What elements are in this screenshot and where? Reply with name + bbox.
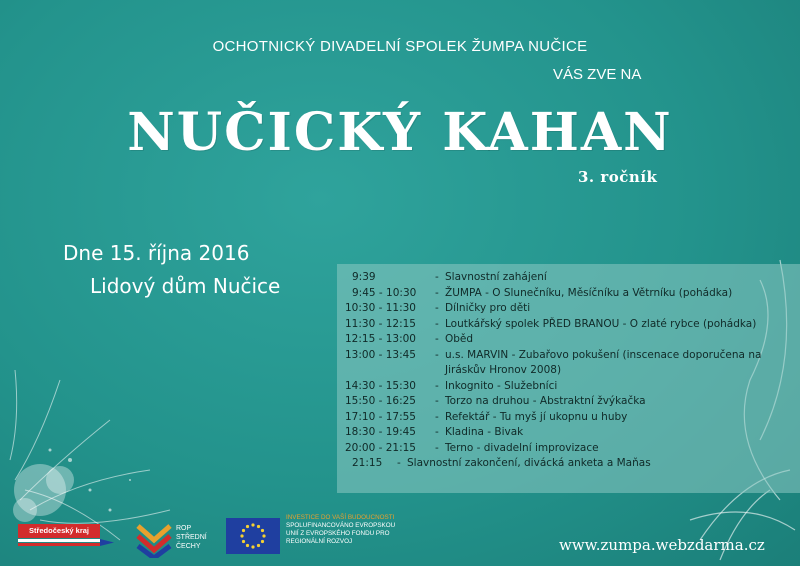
- eu-flag: [226, 518, 280, 554]
- organizer-name: OCHOTNICKÝ DIVADELNÍ SPOLEK ŽUMPA NUČICE: [212, 38, 588, 55]
- program-desc: Torzo na druhou - Abstraktní žvýkačka: [445, 395, 646, 407]
- program-separator: -: [435, 348, 439, 361]
- program-row: [337, 332, 800, 348]
- program-separator: -: [435, 302, 439, 314]
- rop-line1: ROP: [176, 525, 192, 532]
- rop-line3: ČECHY: [176, 543, 201, 550]
- program-desc: u.s. MARVIN - Zubařovo pokušení (inscenace doporučena na Jiráskův Hronov 2008): [445, 348, 762, 376]
- program-separator: -: [397, 457, 401, 469]
- program-separator: -: [435, 426, 439, 438]
- footer-logos: [0, 510, 800, 566]
- program-row: [337, 410, 800, 426]
- program-desc: Slavnostní zakončení, divácká anketa a Maňas: [407, 457, 651, 469]
- program-schedule: [337, 264, 800, 493]
- flag-stripes-icon: [18, 539, 114, 549]
- program-time: 21:15: [352, 457, 383, 469]
- festival-title: NUČICKÝ KAHAN: [127, 102, 673, 163]
- program-row: [337, 270, 800, 286]
- program-row: [337, 301, 800, 317]
- program-desc: Loutkářský spolek PŘED BRANOU - O zlaté rybce (pohádka): [445, 317, 757, 330]
- program-time: 9:45 - 10:30: [352, 286, 417, 299]
- eu-line3: REGIONÁLNÍ ROZVOJ: [286, 538, 353, 545]
- website-link[interactable]: www.zumpa.webzdarma.cz: [559, 536, 765, 554]
- program-separator: -: [435, 271, 439, 283]
- program-row: [337, 317, 800, 333]
- program-desc: Terno - divadelní improvizace: [445, 441, 599, 454]
- program-desc: Oběd: [445, 333, 474, 345]
- program-time: 20:00 - 21:15: [345, 441, 416, 454]
- program-time: 17:10 - 17:55: [345, 410, 416, 423]
- program-row: [337, 441, 800, 457]
- program-row: [337, 394, 800, 410]
- program-row: [337, 286, 800, 302]
- program-row: [337, 379, 800, 395]
- rop-line2: STŘEDNÍ: [176, 534, 207, 541]
- program-separator: -: [435, 395, 439, 407]
- stredocesky-kraj-label: Středočeský kraj: [18, 524, 100, 538]
- eu-stars-icon: [226, 518, 280, 554]
- invite-text: VÁS ZVE NA: [553, 66, 642, 83]
- program-desc: Dílničky pro děti: [445, 302, 531, 314]
- event-venue: Lidový dům Nučice: [90, 274, 281, 298]
- program-time: 15:50 - 16:25: [345, 395, 416, 407]
- program-row: [337, 348, 800, 379]
- edition-label: 3. ročník: [578, 168, 658, 186]
- program-time: 12:15 - 13:00: [345, 333, 416, 345]
- program-time: 13:00 - 13:45: [345, 348, 416, 361]
- eu-line1: SPOLUFINANCOVÁNO EVROPSKOU: [286, 522, 396, 529]
- rop-stredni-cechy-logo: [134, 516, 234, 562]
- eu-line2: UNIÍ Z EVROPSKÉHO FONDU PRO: [286, 530, 390, 537]
- rop-chevrons-icon: [134, 520, 174, 558]
- program-desc: ŽUMPA - O Slunečníku, Měsíčníku a Větrníku (pohádka): [445, 286, 733, 299]
- program-desc: Slavnostní zahájení: [445, 271, 547, 283]
- program-separator: -: [435, 317, 439, 330]
- program-separator: -: [435, 379, 439, 392]
- eu-cofinancing-text: [286, 514, 436, 546]
- program-time: 10:30 - 11:30: [345, 302, 416, 314]
- program-separator: -: [435, 333, 439, 345]
- program-row: [337, 456, 800, 472]
- program-desc: Refektář - Tu myš jí ukopnu u huby: [445, 410, 628, 423]
- program-time: 14:30 - 15:30: [345, 379, 416, 392]
- event-date: Dne 15. října 2016: [63, 241, 250, 265]
- program-separator: -: [435, 286, 439, 299]
- eu-invest-slogan: INVESTICE DO VAŠÍ BUDOUCNOSTI: [286, 514, 395, 521]
- rop-text: [176, 524, 207, 551]
- program-separator: -: [435, 410, 439, 423]
- program-desc: Inkognito - Služebníci: [445, 379, 558, 392]
- program-time: 18:30 - 19:45: [345, 426, 416, 438]
- stredocesky-kraj-logo: [16, 524, 116, 546]
- program-separator: -: [435, 441, 439, 454]
- program-time: 9:39: [352, 271, 376, 283]
- program-desc: Kladina - Bivak: [445, 426, 524, 438]
- program-time: 11:30 - 12:15: [345, 317, 416, 330]
- program-row: [337, 425, 800, 441]
